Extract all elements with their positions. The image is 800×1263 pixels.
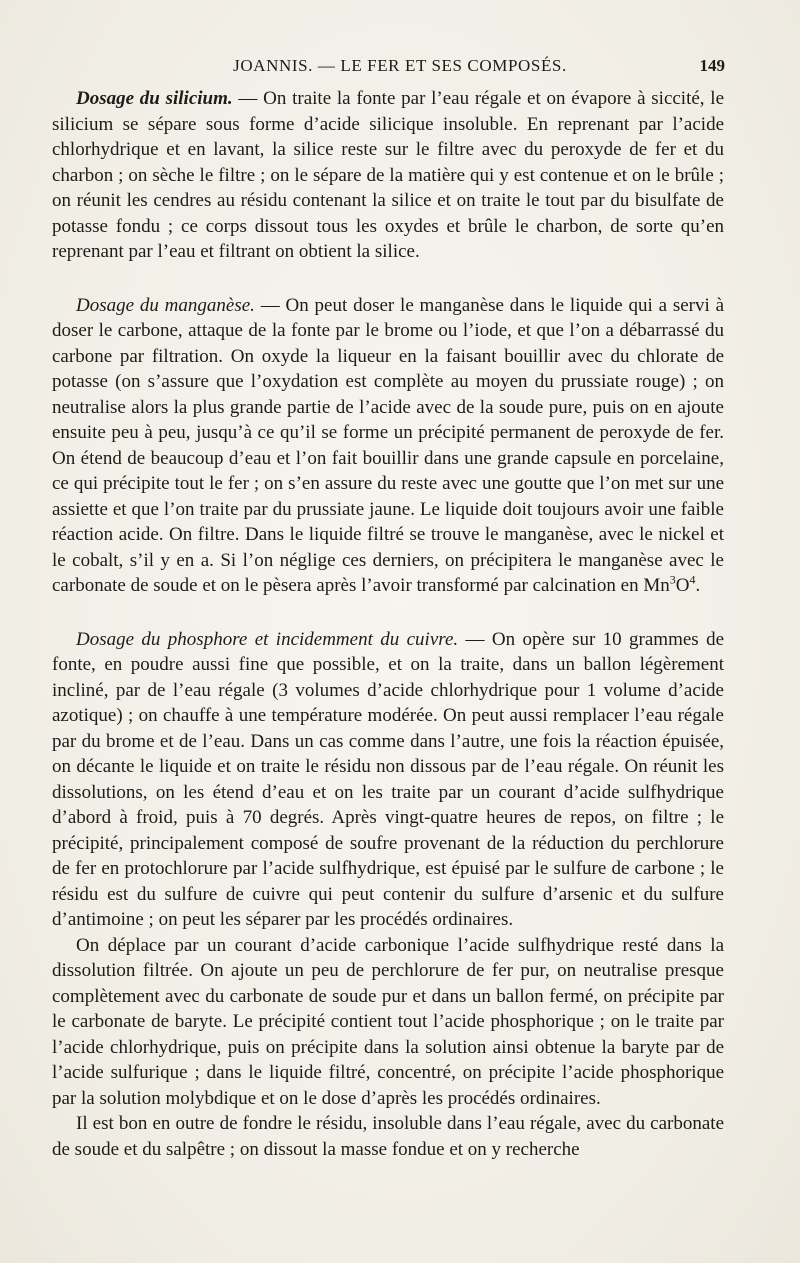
formula-oxygen: O — [675, 575, 690, 596]
paragraph-manganese — [52, 293, 724, 599]
section-title-silicium: Dosage du silicium. — [76, 88, 233, 109]
paragraph-manganese-end: . — [695, 575, 701, 596]
section-title-phosphore: Dosage du phosphore et incidemment du cuivre. — [76, 628, 459, 650]
formula-subscript-o: 4 — [689, 572, 696, 587]
paragraph-silicium-text: — On traite la fonte par l’eau régale et on évapore à siccité, le silicium se sépare sous forme d’acide silicique insoluble. En reprenant par l’acide chlorhydrique et en lavant, la silice reste sur le filtre avec du peroxyde de fer et du charbon ; on sèche le filtre ; on le sépare de la matière qui y est contenue et on le brûle ; on réunit les cendres au résidu contenant la silice et on traite le tout par du bisulfate de potasse fondu ; ce corps dissout tous les oxydes et brûle le charbon, de sorte qu’en reprenant par l’eau et filtrant on obtient la silice. — [52, 88, 725, 262]
page-body — [52, 86, 724, 1162]
paragraph-residu: Il est bon en outre de fondre le résidu, insoluble dans l’eau régale, avec du carbonate de soude et du salpêtre ; on dissout la masse fondue et on y recherche — [52, 1113, 724, 1160]
paragraph-phosphore-text: — On opère sur 10 grammes de fonte, en poudre aussi fine que possible, et on la traite, dans un ballon légèrement incliné, par de l’eau régale (3 volumes d’acide chlorhydrique pour 1 volume d’acide azotique) ; on chauffe à une température modérée. On peut aussi remplacer l’eau régale par du brome et de l’eau. Dans un cas comme dans l’autre, une fois la réaction épuisée, on décante le liquide et on traite le résidu non dissous par de l’eau régale. On réunit les dissolutions, on les étend d’eau et on les traite par un courant d’acide sulfhydrique d’abord à froid, puis à 70 degrés. Après vingt-quatre heures de repos, on filtre ; le précipité, principalement composé de soufre provenant de la réduction du perchlorure de fer en protochlorure par l’acide sulfhydrique, est épuisé par le sulfure de carbone ; le résidu est du sulfure de cuivre qui peut contenir du sulfure d’arsenic et du sulfure d’antimoine ; on peut les séparer par les procédés ordinaires. — [52, 628, 724, 930]
paragraph-phosphore — [52, 627, 724, 933]
page-number: 149 — [699, 56, 725, 75]
section-title-manganese: Dosage du manganèse. — [76, 294, 255, 316]
running-title: JOANNIS. — LE FER ET SES COMPOSÉS. — [233, 56, 567, 75]
paragraph-manganese-text: — On peut doser le manganèse dans le liquide qui a servi à doser le carbone, attaque de la fonte par le brome ou l’iode, et que l’on a débarrassé du carbone par filtration. On oxyde la liqueur en la faisant bouillir avec du chlorate de potasse (on s’assure que l’oxydation est complète au moyen du prussiate rouge) ; on neutralise alors la plus grande partie de l’acide avec de la soude pure, puis on en ajoute ensuite peu à peu, jusqu’à ce qu’il se forme un précipité permanent de peroxyde de fer. On étend de beaucoup d’eau et l’on fait bouillir dans une grande capsule en porcelaine, ce qui précipite tout le fer ; on s’en assure du reste avec une goutte que l’on met sur une assiette et que l’on traite par du prussiate jaune. Le liquide doit toujours avoir une faible réaction acide. On filtre. Dans le liquide filtré se trouve le manganèse, avec le nickel et le cobalt, s’il y en a. Si l’on néglige ces derniers, on précipitera le manganèse avec le carbonate de soude et on le pèsera après l’avoir transformé par calcination en Mn — [52, 294, 725, 596]
formula-subscript-mn: 3 — [669, 572, 676, 587]
running-header — [75, 56, 725, 80]
paragraph-deplacement: On déplace par un courant d’acide carbonique l’acide sulfhydrique resté dans la dissolution filtrée. On ajoute un peu de perchlorure de fer pur, on neutralise presque complètement avec du carbonate de soude pur et dans un ballon fermé, on précipite par le carbonate de baryte. Le précipité contient tout l’acide phosphorique ; on le traite par l’acide chlorhydrique, puis on précipite dans la solution ainsi obtenue la baryte par de l’acide sulfurique ; dans le liquide filtré, concentré, on précipite l’acide phosphorique par la solution molybdique et on le dose d’après les procédés ordinaires. — [52, 934, 724, 1109]
paragraph-silicium — [52, 86, 724, 265]
